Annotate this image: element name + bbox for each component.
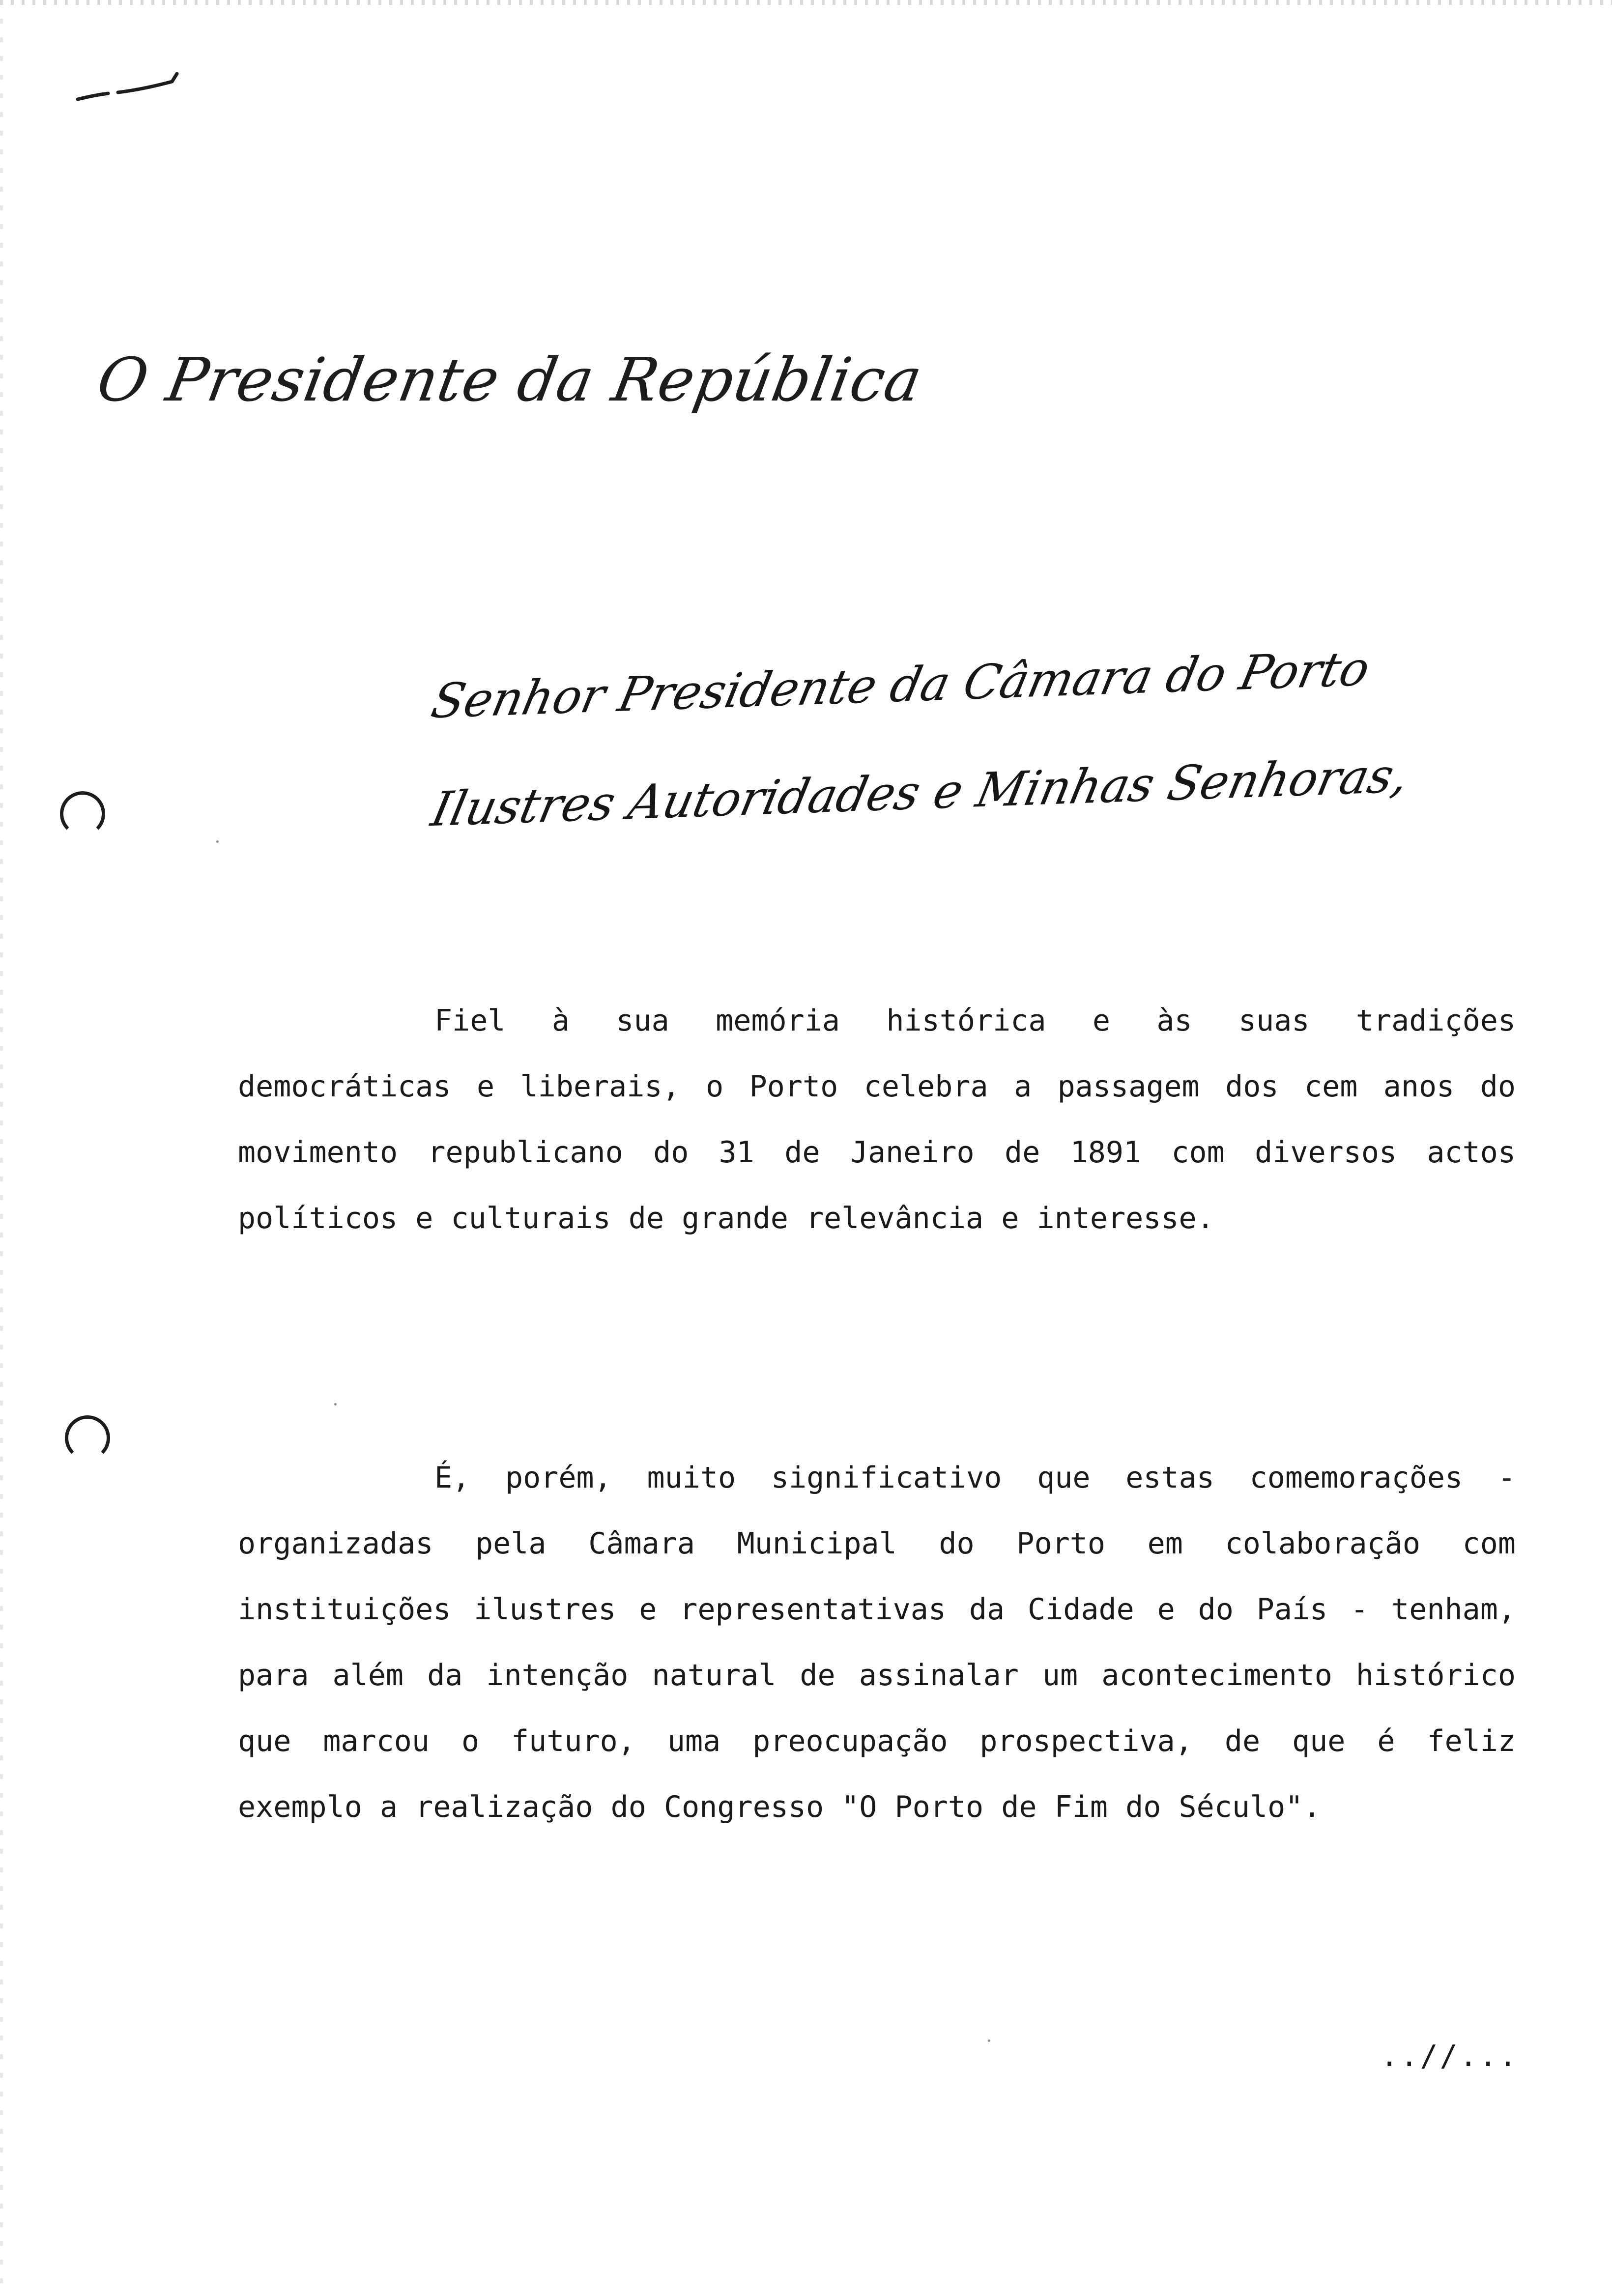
continuation-marker: ..//... <box>1381 2039 1519 2073</box>
scan-edge-top <box>0 0 1612 5</box>
corner-pen-mark <box>74 64 182 108</box>
paragraph-1: Fiel à sua memória histórica e às suas tradições democráticas e liberais, o Porto celebra a passagem dos cem anos do movimento republicano do 31 de Janeiro de 1891 com diversos actos políticos e culturais de grande relevância e interesse. <box>238 1004 1516 1235</box>
scan-speck <box>988 2039 990 2042</box>
punch-hole-lower <box>65 1415 110 1461</box>
paragraph-2: É, porém, muito significativo que estas comemorações - organizadas pela Câmara Municipal do Porto em colaboração com instituições ilustres e representativas da Cidade e do País - tenham, para além da intenção natural de assinalar um acontecimento histórico que marcou o futuro, uma preocupação prospectiva, de que é feliz exemplo a realização do Congresso "O Porto de Fim do Século". <box>238 1461 1516 1824</box>
handwritten-salutation-line-1: Senhor Presidente da Câmara do Porto <box>427 641 1375 729</box>
scan-speck <box>334 1403 337 1406</box>
scan-edge-left <box>0 0 3 2296</box>
punch-hole-upper <box>60 791 105 836</box>
handwritten-salutation-line-2: Ilustres Autoridades e Minhas Senhoras, <box>427 747 1414 837</box>
letterhead-title: O Presidente da República <box>92 345 928 415</box>
scan-speck <box>216 840 219 843</box>
